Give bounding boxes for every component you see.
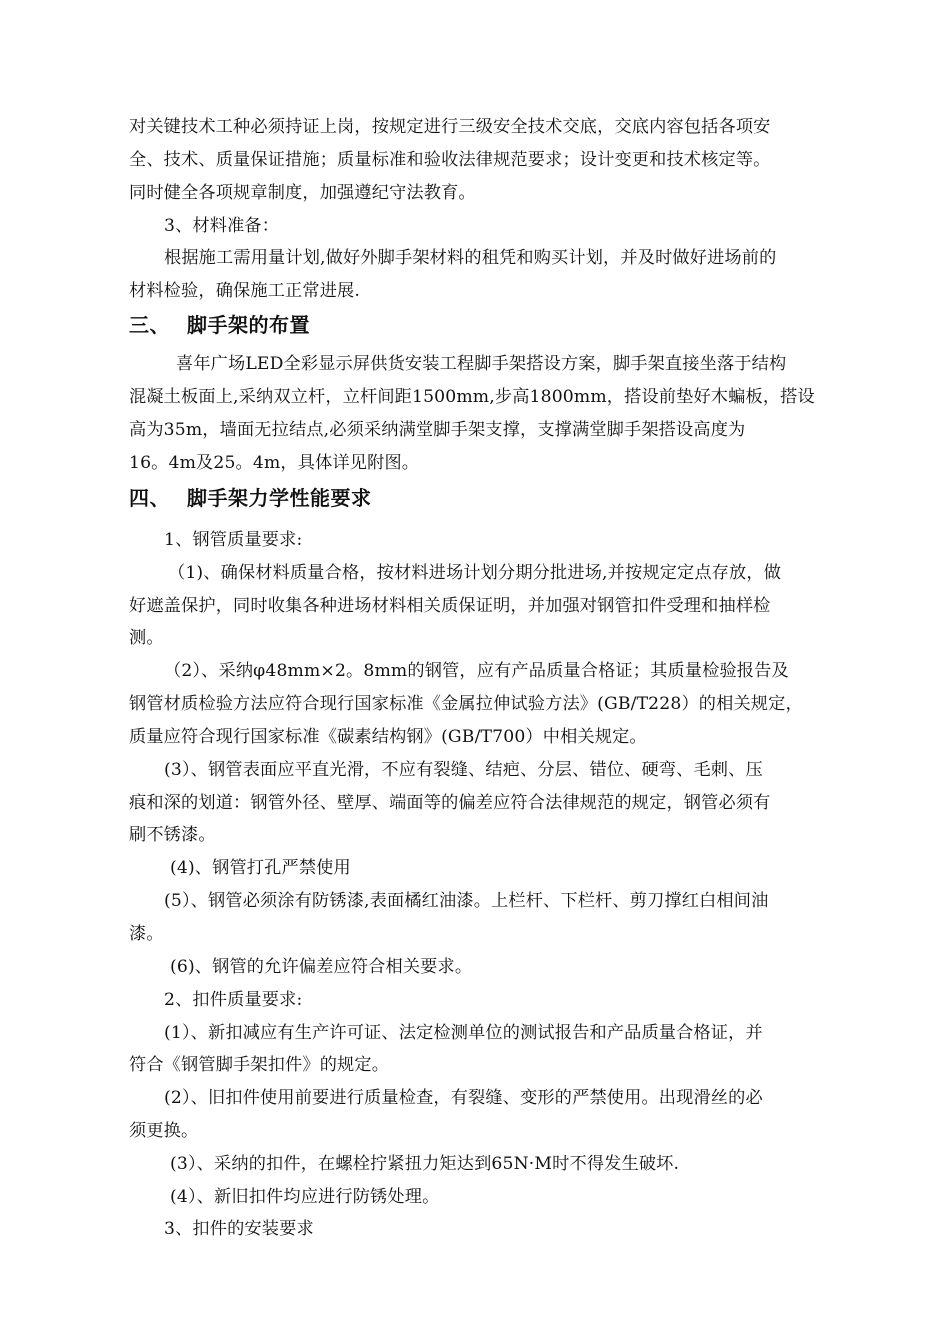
- list-item-line: (3）、采纳的扣件，在螺栓拧紧扭力矩达到65N·M时不得发生破坏.: [170, 1154, 680, 1174]
- list-item-line: 测。: [129, 628, 164, 648]
- paragraph-line: 全、技术、质量保证措施；质量标准和验收法律规范要求；设计变更和技术核定等。: [129, 150, 771, 170]
- paragraph-line: 16。4m及25。4m，具体详见附图。: [129, 453, 420, 473]
- list-item-line: (2）、旧扣件使用前要进行质量检查，有裂缝、变形的严禁使用。出现滑丝的必: [164, 1088, 763, 1108]
- paragraph-line: 喜年广场LED全彩显示屏供货安装工程脚手架搭设方案，脚手架直接坐落于结构: [176, 354, 787, 374]
- list-item-line: (5）、钢管必须涂有防锈漆,表面橘红油漆。上栏杆、下栏杆、剪刀撑红白相间油: [164, 891, 769, 911]
- list-item-line: 须更换。: [129, 1121, 199, 1141]
- section-title: 脚手架的布置: [187, 313, 310, 337]
- paragraph-line: 混凝土板面上,采纳双立杆，立杆间距1500mm,步高1800mm，搭设前垫好木蝙板，搭设: [129, 387, 815, 407]
- paragraph-line: 高为35m，墙面无拉结点,必须采纳满堂脚手架支撑，支撑满堂脚手架搭设高度为: [129, 420, 746, 440]
- subsection-title: 2、扣件质量要求:: [164, 990, 303, 1010]
- paragraph-line: 同时健全各项规章制度，加强遵纪守法教育。: [129, 183, 476, 203]
- subsection-title: 3、扣件的安装要求: [164, 1219, 314, 1239]
- section-number: 四、: [129, 486, 170, 510]
- section-title: 脚手架力学性能要求: [187, 486, 372, 510]
- list-item-line: 质量应符合现行国家标准《碳素结构钢》(GB/T700）中相关规定。: [129, 727, 647, 747]
- list-item-line: 痕和深的划道：钢管外径、壁厚、端面等的偏差应符合法律规范的规定，钢管必须有: [129, 793, 771, 813]
- section-number: 三、: [129, 313, 170, 337]
- list-item-line: (4)、钢管打孔严禁使用: [170, 858, 351, 878]
- paragraph-line: 材料检验，确保施工正常进展.: [129, 281, 361, 301]
- subsection-title: 3、材料准备：: [164, 216, 280, 236]
- list-item-line: (6)、钢管的允许偏差应符合相关要求。: [170, 957, 473, 977]
- paragraph-line: 根据施工需用量计划,做好外脚手架材料的租凭和购买计划，并及时做好进场前的: [164, 248, 777, 268]
- section-heading: [129, 486, 372, 510]
- list-item-line: 漆。: [129, 924, 164, 944]
- list-item-line: 钢管材质检验方法应符合现行国家标准《金属拉伸试验方法》(GB/T228）的相关规定，: [129, 694, 803, 714]
- list-item-line: 符合《钢管脚手架扣件》的规定。: [129, 1055, 390, 1075]
- list-item-line: (3）、钢管表面应平直光滑，不应有裂缝、结疤、分层、错位、硬弯、毛刺、压: [164, 760, 763, 780]
- list-item-line: 刷不锈漆。: [129, 825, 216, 845]
- list-item-line: (4）、新旧扣件均应进行防锈处理。: [170, 1187, 440, 1207]
- paragraph-line: 对关键技术工种必须持证上岗，按规定进行三级安全技术交底，交底内容包括各项安: [129, 117, 771, 137]
- list-item-line: （2）、采纳φ48mm×2。8mm的钢管，应有产品质量合格证；其质量检验报告及: [164, 661, 789, 681]
- section-heading: [129, 313, 310, 337]
- subsection-title: 1、钢管质量要求:: [164, 530, 303, 550]
- list-item-line: （1)、确保材料质量合格，按材料进场计划分期分批进场,并按规定定点存放，做: [168, 563, 782, 583]
- list-item-line: (1）、新扣减应有生产许可证、法定检测单位的测试报告和产品质量合格证，并: [164, 1023, 763, 1043]
- list-item-line: 好遮盖保护，同时收集各种进场材料相关质保证明，并加强对钢管扣件受理和抽样检: [129, 596, 771, 616]
